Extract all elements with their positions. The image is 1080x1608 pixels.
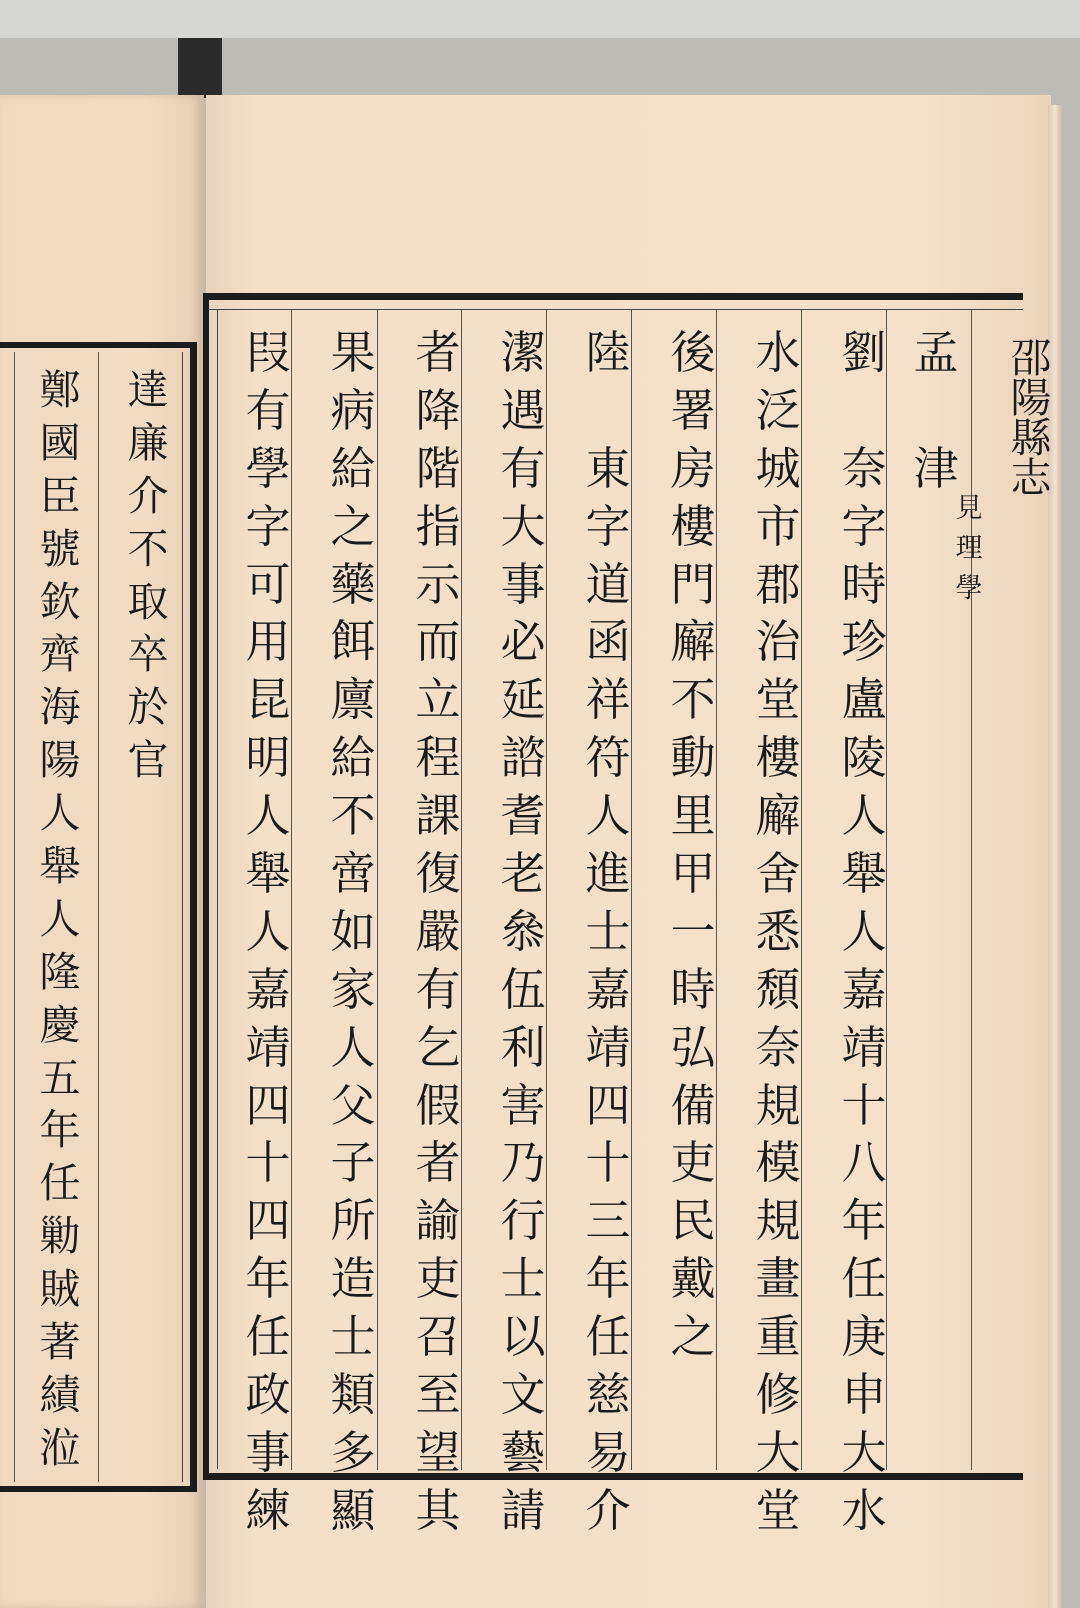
glyph: 舉: [39, 842, 81, 891]
glyph: 行: [500, 1194, 546, 1248]
glyph: 年: [585, 1252, 631, 1306]
glyph: 勦: [39, 1212, 81, 1261]
glyph: 十: [841, 1078, 887, 1132]
glyph: 乃: [500, 1136, 546, 1190]
glyph: 邵: [1010, 334, 1052, 382]
glyph: 績: [39, 1370, 81, 1419]
glyph: 餌: [330, 615, 376, 669]
glyph: [913, 388, 958, 446]
glyph: 國: [39, 418, 81, 467]
glyph: 人: [39, 894, 81, 943]
glyph: 奈: [755, 1020, 801, 1074]
glyph: 果: [330, 326, 376, 379]
glyph: 樓: [755, 731, 801, 785]
glyph: 多: [330, 1425, 376, 1479]
glyph: 者: [415, 1136, 461, 1190]
glyph: 劉: [841, 326, 887, 379]
right-column-6: [493, 326, 553, 1546]
left-column-2: [30, 366, 90, 1481]
right-frame-outer-rule: [203, 293, 209, 1480]
glyph: 戴: [670, 1252, 716, 1306]
glyph: [841, 388, 886, 446]
glyph: 子: [330, 1136, 376, 1190]
glyph: 年: [841, 1194, 887, 1248]
glyph: 東: [585, 441, 631, 495]
glyph: 模: [755, 1136, 801, 1190]
glyph: 至: [415, 1368, 461, 1422]
glyph: 伍: [500, 962, 546, 1016]
glyph: 任: [245, 1310, 291, 1364]
glyph: 隆: [39, 947, 81, 996]
glyph: 賊: [39, 1265, 81, 1314]
glyph: 庚: [841, 1310, 887, 1364]
glyph: 不: [127, 524, 169, 573]
glyph: 政: [245, 1368, 291, 1422]
glyph: 人: [841, 904, 887, 958]
right-column-3: [748, 326, 808, 1546]
right-column-8: [323, 326, 383, 1546]
glyph: 號: [39, 524, 81, 573]
glyph: 頹: [755, 962, 801, 1016]
glyph: 陸: [585, 326, 631, 379]
glyph: 里: [670, 789, 716, 843]
glyph: 不: [330, 789, 376, 843]
glyph: 以: [500, 1310, 546, 1364]
glyph: 諮: [500, 731, 546, 785]
glyph: 廪: [330, 673, 376, 727]
glyph: 於: [127, 683, 169, 732]
glyph: 民: [670, 1194, 716, 1248]
column-rule: [971, 310, 972, 1470]
glyph: 程: [415, 731, 461, 785]
glyph: 靖: [585, 1020, 631, 1074]
glyph: 弘: [670, 1020, 716, 1074]
glyph: 奈: [841, 441, 887, 495]
glyph: 之: [670, 1310, 716, 1364]
glyph: 欽: [39, 577, 81, 626]
glyph: 動: [670, 731, 716, 785]
glyph: 規: [755, 1078, 801, 1132]
glyph: 郡: [755, 557, 801, 611]
glyph: 市: [755, 499, 801, 553]
glyph: 乞: [415, 1020, 461, 1074]
glyph: 堂: [755, 673, 801, 727]
glyph: 人: [841, 789, 887, 843]
right-column-5: [578, 326, 638, 1546]
glyph: 人: [585, 789, 631, 843]
glyph: 三: [585, 1194, 631, 1248]
glyph: 有: [415, 962, 461, 1016]
glyph: 陽: [39, 736, 81, 785]
glyph: 大: [755, 1425, 801, 1479]
glyph: 叚: [245, 326, 291, 379]
glyph: 四: [245, 1194, 291, 1248]
glyph: 甲: [670, 847, 716, 901]
glyph: 嘉: [841, 962, 887, 1016]
glyph: 其: [415, 1483, 461, 1537]
right-frame-top-inner-rule: [203, 309, 1023, 310]
glyph: 後: [670, 326, 716, 379]
glyph: 靖: [841, 1020, 887, 1074]
glyph: 而: [415, 615, 461, 669]
glyph: 時: [841, 557, 887, 611]
glyph: 十: [585, 1136, 631, 1190]
glyph: 病: [330, 383, 376, 437]
glyph: 見: [955, 493, 983, 524]
glyph: 召: [415, 1310, 461, 1364]
glyph: 陽: [1010, 374, 1052, 422]
glyph: 舉: [245, 847, 291, 901]
glyph: 不: [670, 673, 716, 727]
glyph: 孟: [913, 326, 959, 379]
glyph: 畫: [755, 1252, 801, 1306]
glyph: 志: [1010, 454, 1052, 502]
glyph: 給: [330, 731, 376, 785]
glyph: 延: [500, 673, 546, 727]
glyph: 進: [585, 847, 631, 901]
glyph: 嘉: [245, 962, 291, 1016]
glyph: 理: [955, 533, 983, 564]
glyph: 海: [39, 683, 81, 732]
glyph: 申: [841, 1368, 887, 1422]
glyph: 廉: [127, 418, 169, 467]
glyph: 者: [415, 326, 461, 379]
left-frame-outer-rule: [190, 342, 197, 1492]
glyph: 城: [755, 441, 801, 495]
glyph: 字: [585, 499, 631, 553]
glyph: 舍: [755, 847, 801, 901]
glyph: 四: [585, 1078, 631, 1132]
glyph: 卒: [127, 630, 169, 679]
glyph: 齊: [39, 630, 81, 679]
glyph: 門: [670, 557, 716, 611]
glyph: 水: [755, 326, 801, 379]
glyph: 給: [330, 441, 376, 495]
glyph: 藝: [500, 1425, 546, 1479]
right-column-1-annotation: [952, 495, 986, 615]
glyph: 用: [245, 615, 291, 669]
right-column-2: [834, 326, 894, 1546]
glyph: 利: [500, 1020, 546, 1074]
glyph: 可: [245, 557, 291, 611]
glyph: 易: [585, 1425, 631, 1479]
glyph: 堂: [755, 1483, 801, 1537]
glyph: 任: [39, 1159, 81, 1208]
glyph: 人: [245, 904, 291, 958]
glyph: 任: [585, 1310, 631, 1364]
glyph: 一: [670, 904, 716, 958]
glyph: 吏: [415, 1252, 461, 1306]
glyph: 造: [330, 1252, 376, 1306]
glyph: 如: [330, 904, 376, 958]
glyph: 請: [500, 1483, 546, 1537]
right-column-4: [663, 326, 723, 1372]
scan-top-band: [0, 0, 1080, 38]
glyph: 泛: [755, 383, 801, 437]
glyph: 文: [500, 1368, 546, 1422]
glyph: 顯: [330, 1483, 376, 1537]
glyph: 治: [755, 615, 801, 669]
left-frame-top-rule: [0, 342, 196, 348]
glyph: 指: [415, 499, 461, 553]
glyph: 家: [330, 962, 376, 1016]
glyph: 嘉: [585, 962, 631, 1016]
glyph: 署: [670, 383, 716, 437]
glyph: 類: [330, 1368, 376, 1422]
glyph: 珍: [841, 615, 887, 669]
glyph: 重: [755, 1310, 801, 1364]
glyph: 修: [755, 1368, 801, 1422]
glyph: 官: [127, 736, 169, 785]
glyph: 遇: [500, 383, 546, 437]
glyph: 士: [585, 904, 631, 958]
glyph: 悉: [755, 904, 801, 958]
right-column-1: [906, 326, 966, 504]
glyph: 昆: [245, 673, 291, 727]
glyph: 慈: [585, 1368, 631, 1422]
glyph: 四: [245, 1078, 291, 1132]
glyph: 學: [955, 573, 983, 604]
glyph: 介: [585, 1483, 631, 1537]
glyph: 達: [127, 366, 169, 414]
glyph: 字: [245, 499, 291, 553]
glyph: 士: [330, 1310, 376, 1364]
glyph: 望: [415, 1425, 461, 1479]
right-frame-top-rule: [203, 293, 1023, 300]
left-frame-bottom-rule: [0, 1486, 196, 1492]
glyph: 叅: [500, 904, 546, 958]
column-rule: [14, 352, 15, 1482]
glyph: 房: [670, 441, 716, 495]
glyph: 大: [500, 499, 546, 553]
glyph: 復: [415, 847, 461, 901]
glyph: 盧: [841, 673, 887, 727]
glyph: 取: [127, 577, 169, 626]
glyph: 備: [670, 1078, 716, 1132]
right-column-9: [238, 326, 298, 1546]
glyph: 大: [841, 1425, 887, 1479]
glyph: 陵: [841, 731, 887, 785]
glyph: 所: [330, 1194, 376, 1248]
glyph: 事: [500, 557, 546, 611]
glyph: 藥: [330, 557, 376, 611]
column-rule: [98, 352, 99, 1482]
right-frame-inner-rule: [217, 309, 218, 1469]
glyph: 津: [913, 441, 959, 495]
glyph: 害: [500, 1078, 546, 1132]
left-column-1: [118, 366, 178, 793]
glyph: 樓: [670, 499, 716, 553]
glyph: 水: [841, 1483, 887, 1537]
glyph: 老: [500, 847, 546, 901]
glyph: 父: [330, 1078, 376, 1132]
glyph: 之: [330, 499, 376, 553]
glyph: 時: [670, 962, 716, 1016]
glyph: 字: [841, 499, 887, 553]
glyph: 道: [585, 557, 631, 611]
glyph: 事: [245, 1425, 291, 1479]
glyph: 士: [500, 1252, 546, 1306]
right-column-7: [408, 326, 468, 1546]
glyph: 八: [841, 1136, 887, 1190]
left-frame-inner-rule: [182, 352, 183, 1482]
glyph: 降: [415, 383, 461, 437]
glyph: 慶: [39, 1000, 81, 1049]
glyph: 任: [841, 1252, 887, 1306]
spine-shadow: [178, 38, 222, 98]
glyph: 十: [245, 1136, 291, 1190]
glyph: 練: [245, 1483, 291, 1537]
glyph: 年: [245, 1252, 291, 1306]
glyph: 有: [245, 383, 291, 437]
glyph: 人: [330, 1020, 376, 1074]
glyph: 諭: [415, 1194, 461, 1248]
glyph: 廨: [755, 789, 801, 843]
glyph: 立: [415, 673, 461, 727]
glyph: 學: [245, 441, 291, 495]
glyph: 耆: [500, 789, 546, 843]
glyph: [585, 388, 630, 446]
glyph: 啻: [330, 847, 376, 901]
glyph: 涖: [39, 1423, 81, 1472]
glyph: 介: [127, 471, 169, 520]
glyph: 有: [500, 441, 546, 495]
glyph: 函: [585, 615, 631, 669]
glyph: 臣: [39, 471, 81, 520]
glyph: 著: [39, 1318, 81, 1367]
glyph: 五: [39, 1053, 81, 1102]
glyph: 規: [755, 1194, 801, 1248]
glyph: 符: [585, 731, 631, 785]
glyph: 課: [415, 789, 461, 843]
glyph: 階: [415, 441, 461, 495]
glyph: 靖: [245, 1020, 291, 1074]
glyph: 人: [39, 789, 81, 838]
glyph: 祥: [585, 673, 631, 727]
glyph: 必: [500, 615, 546, 669]
glyph: 鄭: [39, 366, 81, 414]
glyph: 潔: [500, 326, 546, 379]
glyph: 嚴: [415, 904, 461, 958]
glyph: 假: [415, 1078, 461, 1132]
glyph: 年: [39, 1106, 81, 1155]
glyph: 示: [415, 557, 461, 611]
glyph: 廨: [670, 615, 716, 669]
glyph: 縣: [1010, 414, 1052, 462]
glyph: 舉: [841, 847, 887, 901]
glyph: 明: [245, 731, 291, 785]
glyph: 人: [245, 789, 291, 843]
page-edges: [1048, 105, 1062, 1608]
running-title: [1010, 334, 1052, 502]
glyph: 吏: [670, 1136, 716, 1190]
